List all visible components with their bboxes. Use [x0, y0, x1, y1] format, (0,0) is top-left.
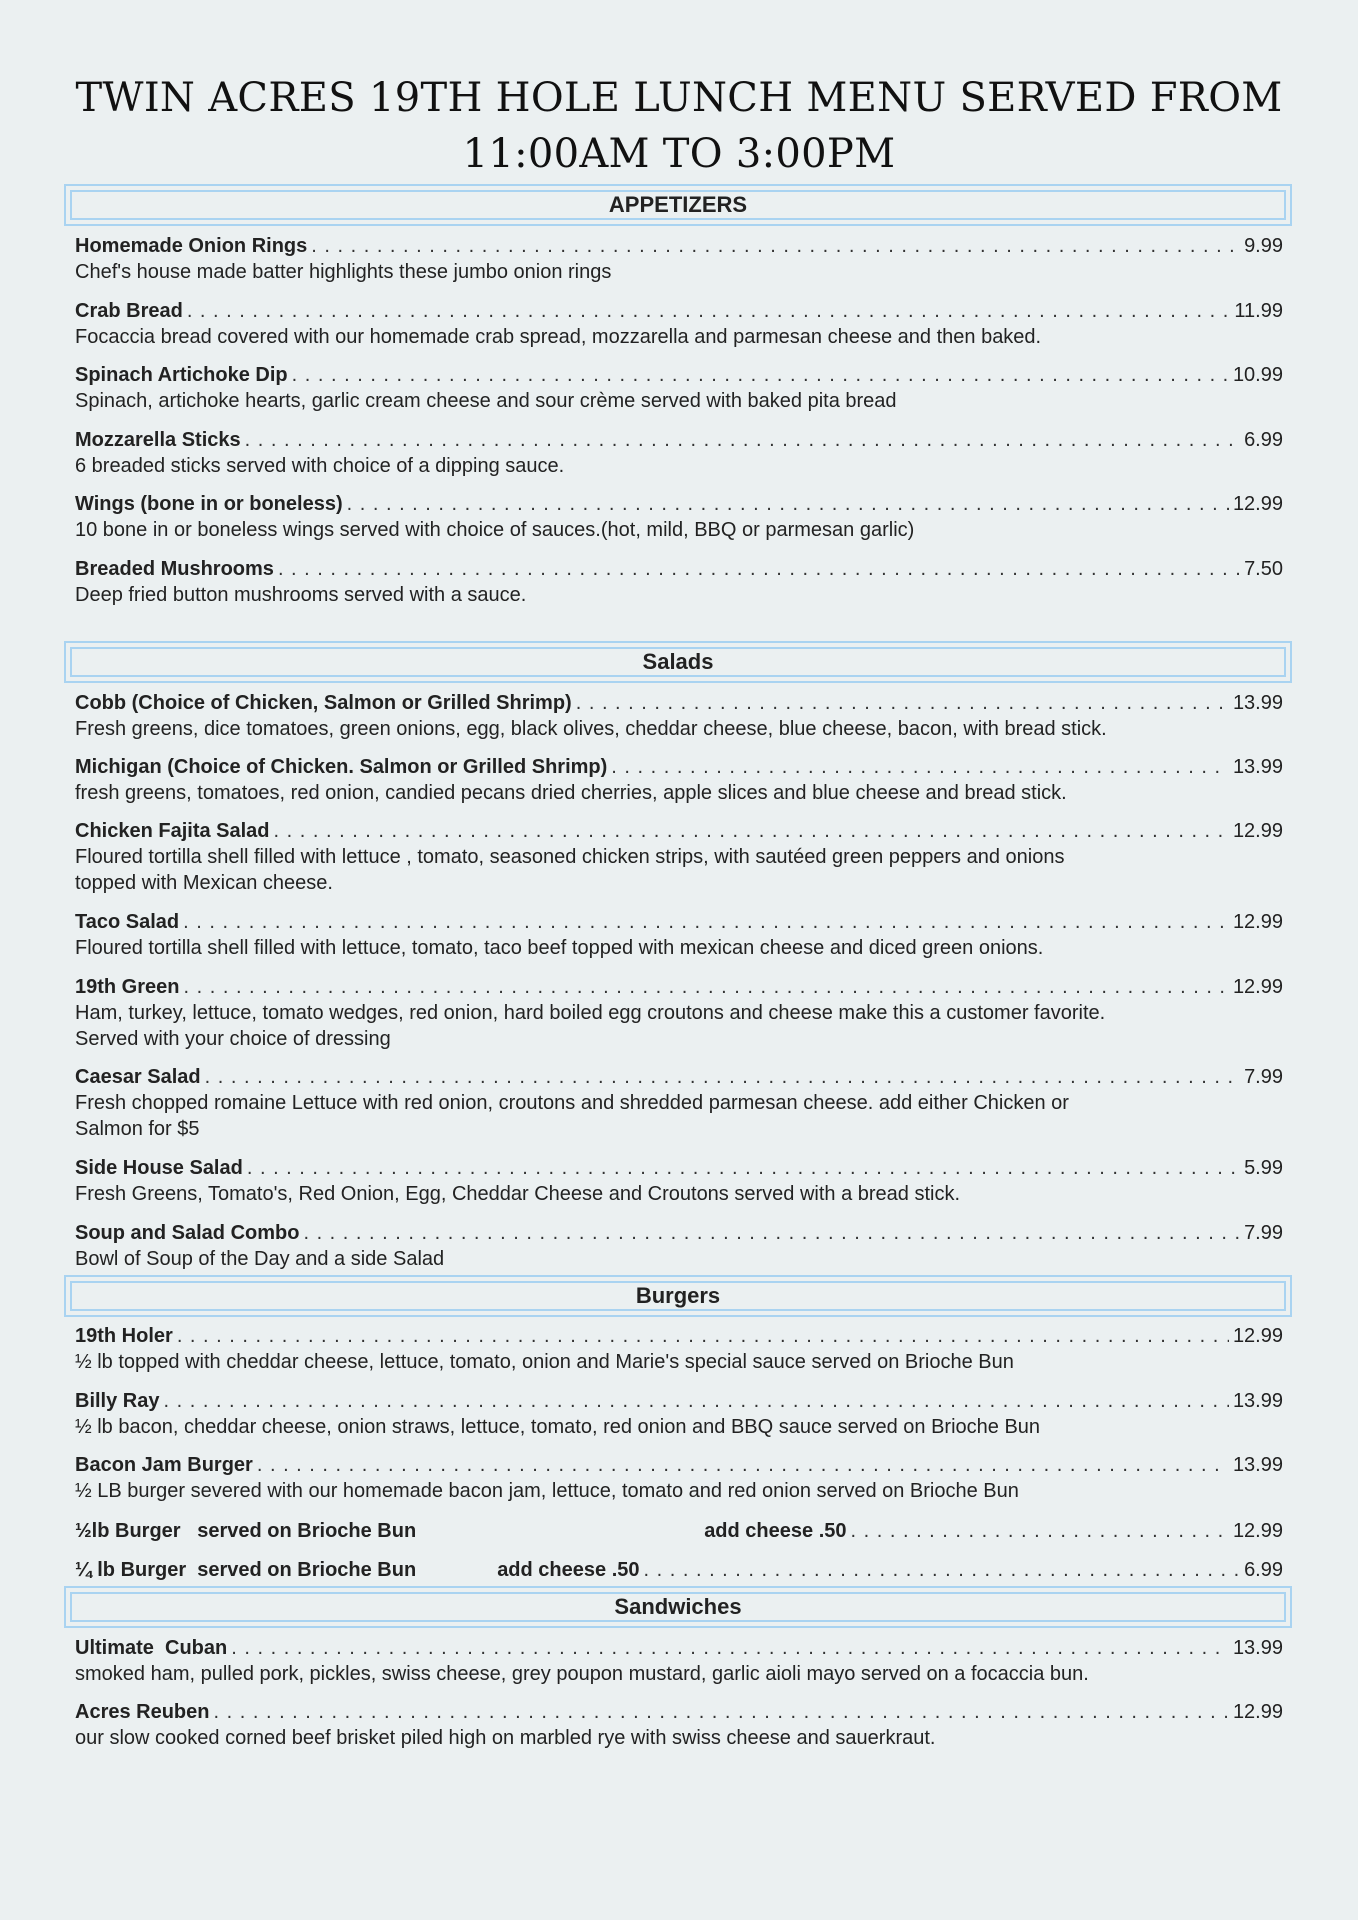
menu-item — [75, 427, 1283, 479]
menu-item — [75, 1635, 1283, 1687]
dot-leader — [611, 754, 1229, 780]
item-price: 13.99 — [1232, 692, 1283, 714]
section-title: APPETIZERS — [608, 192, 748, 217]
item-description: 6 breaded sticks served with choice of a dipping sauce. — [75, 455, 565, 477]
item-name: Soup and Salad Combo — [75, 1222, 300, 1244]
item-description-cont: Salmon for $5 — [75, 1118, 200, 1140]
menu-item — [75, 818, 1283, 896]
item-price: 7.99 — [1244, 1066, 1283, 1088]
menu-item — [75, 690, 1283, 742]
item-price: 12.99 — [1232, 1701, 1283, 1723]
item-name: Chicken Fajita Salad — [75, 820, 270, 842]
item-price: 12.99 — [1232, 911, 1283, 933]
item-description: Deep fried button mushrooms served with a sauce. — [75, 584, 527, 606]
item-name: Crab Bread — [75, 300, 183, 322]
item-description: our slow cooked corned beef brisket piled high on marbled rye with swiss cheese and sauerkraut. — [75, 1727, 936, 1749]
menu-item — [75, 1557, 1283, 1583]
item-description: Fresh chopped romaine Lettuce with red onion, croutons and shredded parmesan cheese. add either Chicken or — [75, 1092, 1069, 1114]
dot-leader — [183, 974, 1228, 1000]
item-price: 12.99 — [1232, 820, 1283, 842]
menu-item — [75, 1155, 1283, 1207]
dot-leader — [177, 1323, 1229, 1349]
item-price: 13.99 — [1232, 756, 1283, 778]
item-description: Floured tortilla shell filled with lettuce, tomato, taco beef topped with mexican cheese and diced green onions. — [75, 937, 1044, 959]
dot-leader — [187, 298, 1231, 324]
menu-item — [75, 491, 1283, 543]
section-title: Burgers — [635, 1283, 721, 1308]
item-price: 6.99 — [1244, 1559, 1283, 1581]
item-price: 12.99 — [1232, 1325, 1283, 1347]
dot-leader — [231, 1635, 1229, 1661]
dot-leader — [183, 909, 1229, 935]
dot-leader — [214, 1699, 1229, 1725]
section-title: Sandwiches — [614, 1594, 742, 1619]
item-extra: add cheese .50 — [497, 1559, 640, 1581]
item-extra: add cheese .50 — [704, 1520, 847, 1542]
item-description: ½ LB burger severed with our homemade bacon jam, lettuce, tomato and red onion served on Brioche Bun — [75, 1480, 1019, 1502]
dot-leader — [347, 491, 1229, 517]
item-name: Ultimate Cuban — [75, 1637, 228, 1659]
menu-item — [75, 1323, 1283, 1375]
item-price: 12.99 — [1232, 976, 1283, 998]
menu-item — [75, 298, 1283, 350]
section-header-burgers — [64, 1275, 1292, 1317]
menu-item — [75, 754, 1283, 806]
menu-title-line-2: 11:00AM TO 3:00PM — [462, 131, 896, 177]
menu-item — [75, 362, 1283, 414]
section-title: Salads — [642, 649, 714, 674]
item-price: 13.99 — [1232, 1390, 1283, 1412]
dot-leader — [245, 427, 1240, 453]
menu-item — [75, 1518, 1283, 1544]
item-name: Michigan (Choice of Chicken. Salmon or Grilled Shrimp) — [75, 756, 608, 778]
item-name: Mozzarella Sticks — [75, 429, 241, 451]
item-description: Fresh Greens, Tomato's, Red Onion, Egg, Cheddar Cheese and Croutons served with a bread stick. — [75, 1183, 961, 1205]
section-header-sandwiches — [64, 1586, 1292, 1628]
section-header-appetizers — [64, 184, 1292, 226]
item-description: Chef's house made batter highlights these jumbo onion rings — [75, 261, 612, 283]
dot-leader — [311, 233, 1240, 259]
menu-item — [75, 1388, 1283, 1440]
item-name: Cobb (Choice of Chicken, Salmon or Grilled Shrimp) — [75, 692, 572, 714]
item-price: 12.99 — [1232, 493, 1283, 515]
dot-leader — [257, 1452, 1229, 1478]
item-description: 10 bone in or boneless wings served with choice of sauces.(hot, mild, BBQ or parmesan garlic) — [75, 519, 915, 541]
item-name: ¼ lb Burger served on Brioche Bun — [75, 1559, 417, 1581]
item-name: Caesar Salad — [75, 1066, 201, 1088]
item-description: Ham, turkey, lettuce, tomato wedges, red onion, hard boiled egg croutons and cheese make this a customer favorite. — [75, 1002, 1106, 1024]
item-description: Fresh greens, dice tomatoes, green onions, egg, black olives, cheddar cheese, blue cheese, bacon, with bread stick. — [75, 718, 1107, 740]
item-price: 12.99 — [1232, 1520, 1283, 1542]
item-name: Bacon Jam Burger — [75, 1454, 253, 1476]
dot-leader — [278, 556, 1240, 582]
item-price: 13.99 — [1232, 1637, 1283, 1659]
section-header-salads — [64, 641, 1292, 683]
item-name: Side House Salad — [75, 1157, 243, 1179]
item-name: 19th Green — [75, 976, 180, 998]
dot-leader — [292, 362, 1229, 388]
dot-leader — [851, 1518, 1229, 1544]
item-description-cont: topped with Mexican cheese. — [75, 872, 333, 894]
menu-item — [75, 974, 1283, 1052]
menu-item — [75, 1452, 1283, 1504]
item-description: Spinach, artichoke hearts, garlic cream cheese and sour crème served with baked pita bread — [75, 390, 897, 412]
item-description: smoked ham, pulled pork, pickles, swiss cheese, grey poupon mustard, garlic aioli mayo served on a focaccia bun. — [75, 1663, 1089, 1685]
item-price: 7.99 — [1244, 1222, 1283, 1244]
menu-title-line-1: TWIN ACRES 19TH HOLE LUNCH MENU SERVED FROM — [75, 75, 1283, 121]
item-price: 6.99 — [1244, 429, 1283, 451]
item-description: fresh greens, tomatoes, red onion, candied pecans dried cherries, apple slices and blue cheese and bread stick. — [75, 782, 1067, 804]
item-name: ½lb Burger served on Brioche Bun — [75, 1520, 417, 1542]
menu-item — [75, 1064, 1283, 1142]
item-description: ½ lb topped with cheddar cheese, lettuce, tomato, onion and Marie's special sauce served on Brioche Bun — [75, 1351, 1014, 1373]
item-price: 5.99 — [1244, 1157, 1283, 1179]
item-name: Homemade Onion Rings — [75, 235, 308, 257]
item-price: 10.99 — [1232, 364, 1283, 386]
item-description: Bowl of Soup of the Day and a side Salad — [75, 1248, 445, 1270]
menu-item — [75, 556, 1283, 608]
dot-leader — [576, 690, 1229, 716]
item-price: 9.99 — [1244, 235, 1283, 257]
item-name: Acres Reuben — [75, 1701, 210, 1723]
menu-title — [60, 70, 1298, 182]
dot-leader — [274, 818, 1229, 844]
item-name: Billy Ray — [75, 1390, 160, 1412]
menu-item — [75, 1699, 1283, 1751]
menu-item — [75, 1220, 1283, 1272]
item-name: Wings (bone in or boneless) — [75, 493, 343, 515]
dot-leader — [163, 1388, 1228, 1414]
menu-item — [75, 909, 1283, 961]
item-name: Taco Salad — [75, 911, 180, 933]
item-name: Spinach Artichoke Dip — [75, 364, 288, 386]
item-description: Focaccia bread covered with our homemade crab spread, mozzarella and parmesan cheese and then baked. — [75, 326, 1042, 348]
item-price: 11.99 — [1234, 300, 1283, 322]
item-description: ½ lb bacon, cheddar cheese, onion straws, lettuce, tomato, red onion and BBQ sauce served on Brioche Bun — [75, 1416, 1041, 1438]
dot-leader — [205, 1064, 1240, 1090]
dot-leader — [247, 1155, 1240, 1181]
item-name: 19th Holer — [75, 1325, 173, 1347]
menu-item — [75, 233, 1283, 285]
dot-leader — [644, 1557, 1241, 1583]
item-description-cont: Served with your choice of dressing — [75, 1028, 391, 1050]
dot-leader — [303, 1220, 1240, 1246]
item-name: Breaded Mushrooms — [75, 558, 274, 580]
item-price: 13.99 — [1232, 1454, 1283, 1476]
item-description: Floured tortilla shell filled with lettuce , tomato, seasoned chicken strips, with sautéed green peppers and onions — [75, 846, 1065, 868]
item-price: 7.50 — [1244, 558, 1283, 580]
